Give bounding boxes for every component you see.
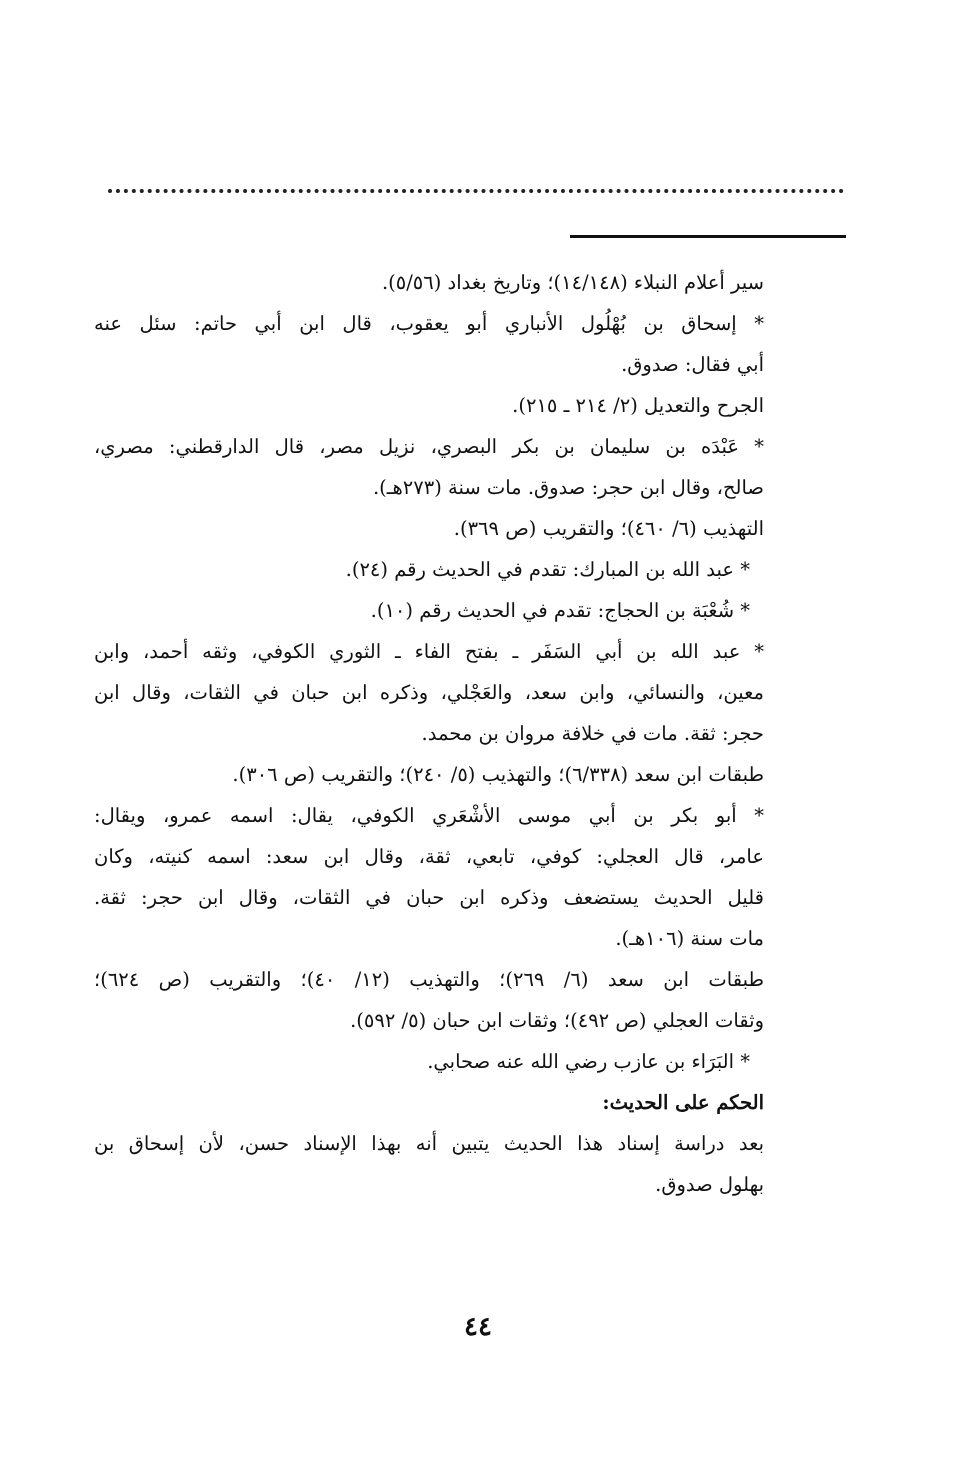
page-body [94, 262, 764, 1205]
text-line: حجر: ثقة. مات في خلافة مروان بن محمد. [421, 722, 764, 745]
page-number: ٤٤ [464, 1312, 492, 1342]
text-line: * شُعْبَة بن الحجاج: تقدم في الحديث رقم (١٠). [370, 599, 750, 622]
section-heading: الحكم على الحديث: [602, 1091, 764, 1114]
text-line: * إسحاق بن بُهْلُول الأنباري أبو يعقوب، قال ابن أبي حاتم: سئل عنه [94, 312, 764, 335]
text-line: بعد دراسة إسناد هذا الحديث يتبين أنه بهذا الإسناد حسن، لأن إسحاق بن [94, 1132, 764, 1155]
text-line: * عبد الله بن أبي السَفَر ـ بفتح الفاء ـ الثوري الكوفي، وثقه أحمد، وابن [94, 640, 764, 663]
text-line: * أبو بكر بن أبي موسى الأشْعَري الكوفي، يقال: اسمه عمرو، ويقال: [94, 804, 764, 827]
text-line: طبقات ابن سعد (٦/٣٣٨)؛ والتهذيب (٥/ ٢٤٠)؛ والتقريب (ص ٣٠٦). [232, 763, 764, 786]
text-line: الجرح والتعديل (٢/ ٢١٤ ـ ٢١٥). [512, 394, 764, 417]
dotted-separator [108, 189, 844, 193]
text-line: * عَبْدَه بن سليمان بن بكر البصري، نزيل مصر، قال الدارقطني: مصري، [94, 435, 764, 458]
text-line: قليل الحديث يستضعف وذكره ابن حبان في الثقات، وقال ابن حجر: ثقة. [94, 886, 764, 909]
text-line: * البَرَاء بن عازب رضي الله عنه صحابي. [427, 1050, 750, 1073]
text-line: صالح، وقال ابن حجر: صدوق. مات سنة (٢٧٣هـ). [372, 476, 764, 499]
text-line: سير أعلام النبلاء (١٤/١٤٨)؛ وتاريخ بغداد (٥/٥٦). [381, 271, 764, 294]
text-line: طبقات ابن سعد (٦/ ٢٦٩)؛ والتهذيب (١٢/ ٤٠)؛ والتقريب (ص ٦٢٤)؛ [94, 968, 764, 991]
footnote-rule [570, 235, 846, 238]
text-line: بهلول صدوق. [655, 1173, 764, 1196]
text-line: معين، والنسائي، وابن سعد، والعَجْلي، وذكره ابن حبان في الثقات، وقال ابن [94, 681, 764, 704]
text-line: مات سنة (١٠٦هـ). [615, 927, 764, 950]
text-line: عامر، قال العجلي: كوفي، تابعي، ثقة، وقال ابن سعد: اسمه كنيته، وكان [94, 845, 764, 868]
text-line: أبي فقال: صدوق. [621, 353, 764, 376]
text-line: وثقات العجلي (ص ٤٩٢)؛ وثقات ابن حبان (٥/ ٥٩٢). [350, 1009, 764, 1032]
text-line: التهذيب (٦/ ٤٦٠)؛ والتقريب (ص ٣٦٩). [453, 517, 764, 540]
text-line: * عبد الله بن المبارك: تقدم في الحديث رقم (٢٤). [345, 558, 750, 581]
